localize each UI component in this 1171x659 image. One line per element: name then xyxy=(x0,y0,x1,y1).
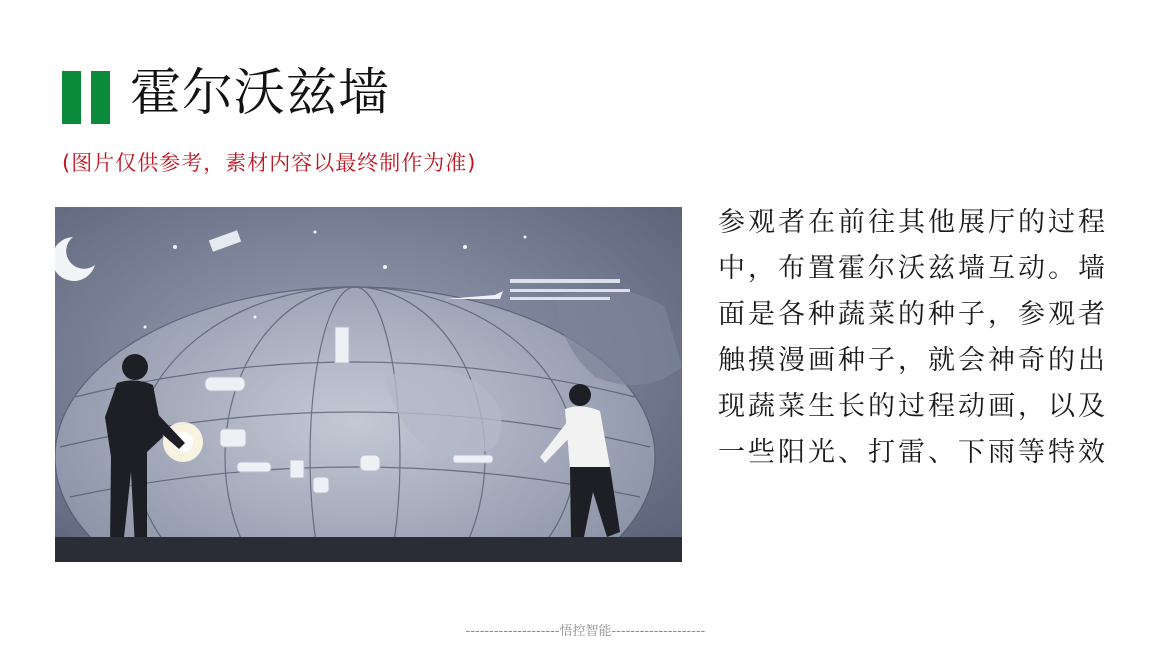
image-disclaimer: (图片仅供参考，素材内容以最终制作为准) xyxy=(62,151,477,175)
title-accent-bar-right xyxy=(91,71,110,124)
description-text: 参观者在前往其他展厅的过程中，布置霍尔沃兹墙互动。墙面是各种蔬菜的种子，参观者触摸漫画种子，就会神奇的出现蔬菜生长的过程动画，以及一些阳光、打雷、下雨等特效 xyxy=(718,207,1108,468)
title-accent-bar-left xyxy=(62,71,81,124)
interactive-wall-photo xyxy=(55,207,682,562)
footer-brand: --------------------悟控智能-------------------- xyxy=(465,624,706,639)
page-title: 霍尔沃兹墙 xyxy=(130,64,391,123)
